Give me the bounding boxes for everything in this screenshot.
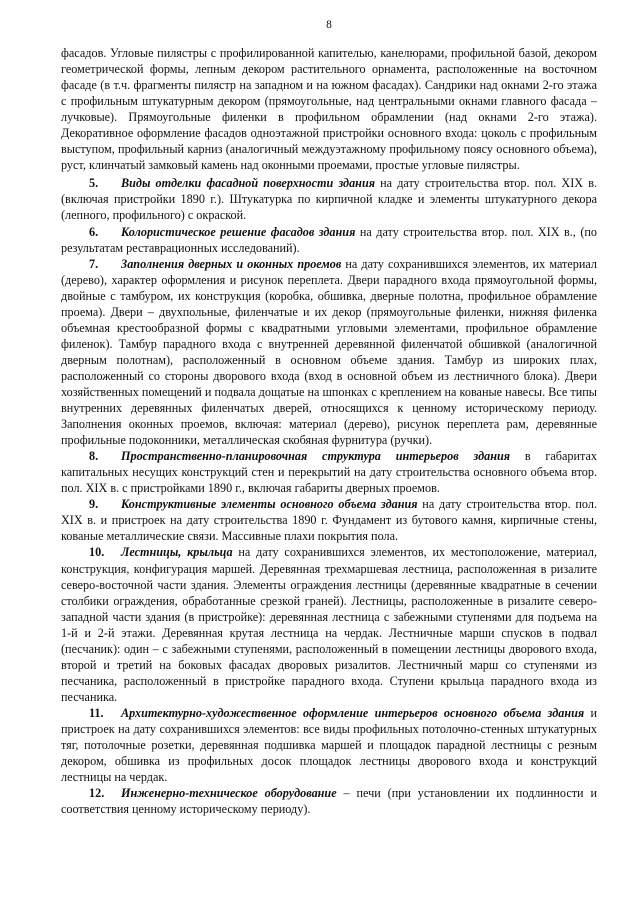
list-item-5 (61, 175, 597, 223)
item-text: на дату сохранившихся элементов, их материал (дерево), характер оформления и рисунок переплета. Двери парадного входа прямоугольной формы, двойные с тамбуром, их конструкция (коробка, обшивка, дверные полотна, профильное обрамление проема). Двери – двухпольные, филенчатые и их декор (прямоугольные филенки, нижняя филенка объемная крестообразной формы с квадратными угловыми элементами, профильное обрамление филенок). Тамбур парадного входа с внутренней деревянной филенчатой обшивкой (аналогичной дверным полотнам), расположенный в основном объеме здания. Тамбур из широких плах, расположенный со стороны дворового входа (вход в основной объем из лестничного блока). Двери хозяйственных помещений и подвала дощатые на шпонках с креплением на кованые навесы. Все типы внутренних деревянных филенчатых дверей, относящихся к ценному историческому периоду. Заполнения оконных проемов, включая: материал (дерево), рисунок переплета рам, деревянные профильные подоконники, металлическая скобяная фурнитура (ручки). (61, 256, 597, 448)
item-heading: Лестницы, крыльца (121, 545, 233, 560)
list-item-12 (61, 785, 597, 817)
item-number: 7. (89, 256, 99, 271)
item-text: на дату строительства втор. пол. XIX в. и пристроек на дату строительства 1890 г. Фундамент из бутового камня, кирпичные стены, кованые металлические связи. Массивные плахи покрытия пола. (61, 497, 597, 544)
item-number: 11. (89, 705, 104, 720)
item-heading: Инженерно-техническое оборудование (121, 786, 337, 801)
list-item-8 (61, 448, 597, 496)
item-text: на дату строительства втор. пол. XIX в. (включая пристройки 1890 г.). Штукатурка по кирпичной кладке и элементы штукатурного декора (лепного, профильного) с окраской. (61, 176, 597, 223)
list-item-11 (61, 705, 597, 785)
page-number: 8 (326, 19, 332, 31)
document-page (61, 0, 597, 817)
list-item-6 (61, 224, 597, 256)
item-text: на дату сохранившихся элементов, их местоположение, материал, конструкция, конфигурация маршей. Деревянная трехмаршевая лестница, расположенная в ризалите северо-восточной части здания. Элементы ограждения лестницы (деревянные квадратные в сечении столбики ограждения, обработанные срезкой граней). Лестницы, расположенные в ризалите северо-западной части здания (в пристройке): деревянная лестница с забежными ступенями для подъема на 1-й и 2-й этажи. Деревянная крутая лестница на чердак. Лестничные марши спусков в подвал (песчаник): один – с забежными ступенями, расположенный в помещении лестницы дворового входа, второй и третий на боковых фасадах дворовых ризалитов. Лестничный марш со ступенями из песчаника, расположенный в пристройке парадного входа. Ступени крыльца парадного входа из песчаника. (61, 545, 597, 704)
item-text: и пристроек на дату сохранившихся элементов: все виды профильных потолочно-стенных штукатурных тяг, потолочные розетки, деревянная подшивка маршей и площадок парадной лестницы с резным декором, обшивка из профильных досок площадок лестницы дворового входа и конструкций лестницы на чердак. (61, 705, 597, 785)
intro-paragraph: фасадов. Угловые пилястры с профилированной капителью, канелюрами, профильной базой, декором геометрической формы, лепным декором растительного орнамента, расположенные на восточном фасаде (в т.ч. фрагменты пилястр на западном и на южном фасадах). Сандрики над окнами 2-го этажа с профильным штукатурным декором (прямоугольные, над центральными окнами главного фасада – лучковые). Прямоугольные филенки в профильном обрамлении (над окнами 2-го этажа). Декоративное оформление фасадов одноэтажной пристройки основного входа: цоколь с профильным выступом, профильный карниз (аналогичный междуэтажному профильному поясу основного объема), руст, клинчатый замковый камень над оконными проемами, простые угловые пилястры. (61, 46, 597, 173)
item-heading: Заполнения дверных и оконных проемов (121, 256, 342, 271)
list-item-9 (61, 496, 597, 544)
item-heading: Пространственно-планировочная структура интерьеров здания (121, 449, 511, 464)
item-number: 9. (89, 497, 99, 512)
item-number: 5. (89, 176, 99, 191)
list-item-7 (61, 256, 597, 449)
item-heading: Виды отделки фасадной поверхности здания (121, 176, 375, 191)
item-number: 8. (89, 449, 99, 464)
item-number: 10. (89, 545, 105, 560)
item-number: 12. (89, 786, 105, 801)
item-number: 6. (89, 224, 99, 239)
item-heading: Колористическое решение фасадов здания (121, 224, 356, 239)
item-text: в габаритах капитальных несущих конструкций стен и перекрытий на дату строительства основного объема втор. пол. XIX в. с пристройками 1890 г., включая габариты дверных проемов. (61, 449, 597, 496)
item-heading: Архитектурно-художественное оформление интерьеров основного объема здания (121, 705, 585, 720)
item-heading: Конструктивные элементы основного объема здания (121, 497, 418, 512)
item-text: на дату строительства втор. пол. XIX в., (по результатам реставрационных исследований). (61, 224, 598, 255)
item-text: – печи (при установлении их подлинности и соответствия ценному историческому периоду). (61, 786, 597, 817)
list-item-10 (61, 544, 597, 704)
